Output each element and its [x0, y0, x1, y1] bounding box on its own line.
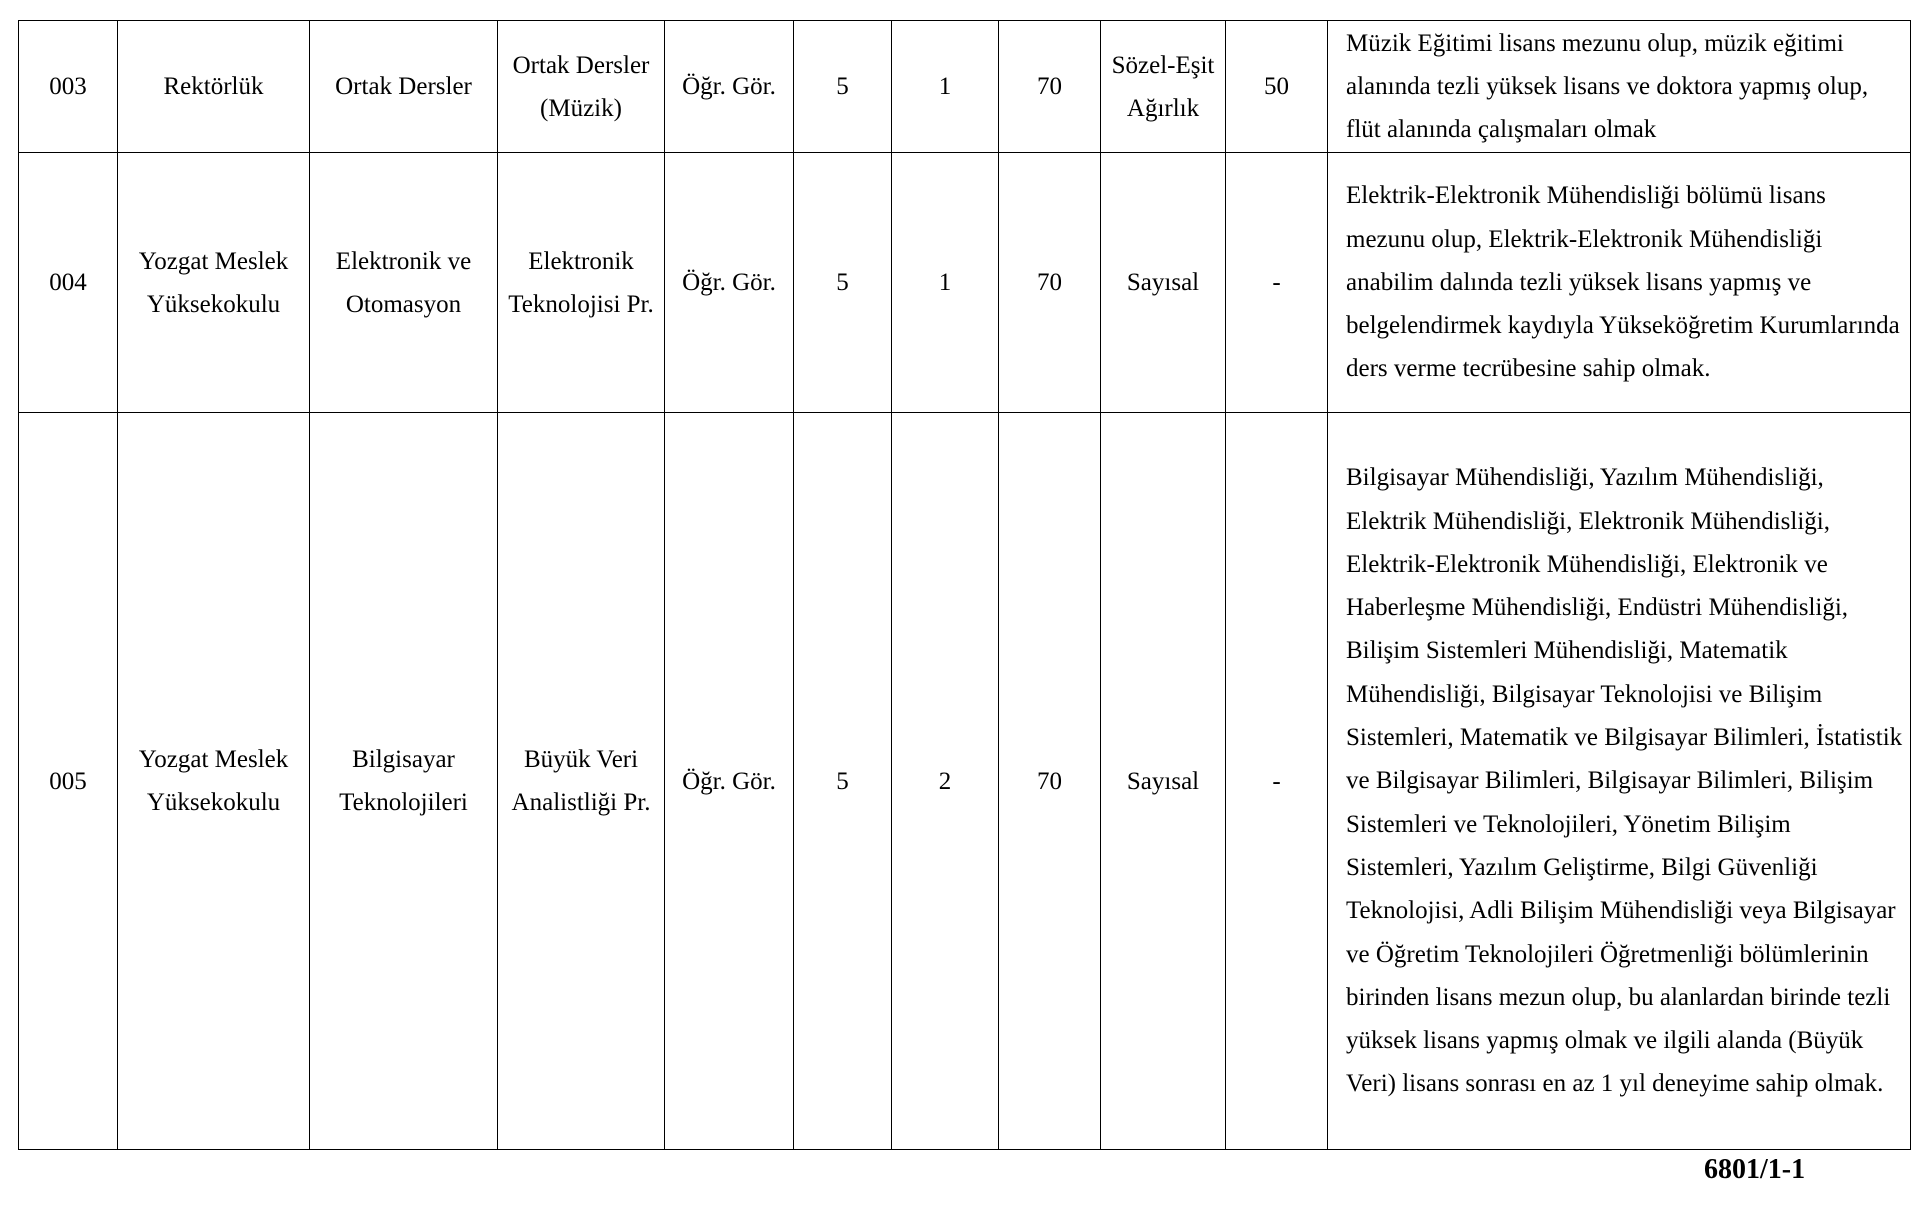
cell-title: Öğr. Gör.: [665, 21, 794, 153]
cell-unit: Rektörlük: [118, 21, 310, 153]
cell-foreign-lang: 50: [1226, 21, 1328, 153]
table-row: [19, 153, 1911, 413]
cell-requirements: Bilgisayar Mühendisliği, Yazılım Mühendisliği, Elektrik Mühendisliği, Elektronik Mühendisliği, Elektrik-Elektronik Mühendisliği, Elektronik ve Haberleşme Mühendisliği, Endüstri Mühendisliği, Bilişim Sistemleri Mühendisliği, Matematik Mühendisliği, Bilgisayar Teknolojisi ve Bilişim Sistemleri, Matematik ve Bilgisayar Bilimleri, İstatistik ve Bilgisayar Bilimleri, Bilgisayar Bilimleri, Bilişim Sistemleri ve Teknolojileri, Yönetim Bilişim Sistemleri, Yazılım Geliştirme, Bilgi Güvenliği Teknolojisi, Adli Bilişim Mühendisliği veya Bilgisayar ve Öğretim Teknolojileri Öğretmenliği bölümlerinin birinden lisans mezun olup, bu alanlardan birinde tezli yüksek lisans yapmış olmak ve ilgili alanda (Büyük Veri) lisans sonrası en az 1 yıl deneyime sahip olmak.: [1328, 413, 1911, 1150]
table-row: [19, 21, 1911, 153]
cell-ales-score: 70: [999, 21, 1101, 153]
cell-foreign-lang: -: [1226, 153, 1328, 413]
cell-ales-type: Sayısal: [1101, 153, 1226, 413]
cell-count: 2: [892, 413, 999, 1150]
cell-foreign-lang: -: [1226, 413, 1328, 1150]
cell-no: 005: [19, 413, 118, 1150]
cell-count: 1: [892, 21, 999, 153]
cell-ales-score: 70: [999, 153, 1101, 413]
cell-unit: Yozgat Meslek Yüksekokulu: [118, 153, 310, 413]
cell-ales-type: Sözel-Eşit Ağırlık: [1101, 21, 1226, 153]
cell-requirements: Müzik Eğitimi lisans mezunu olup, müzik eğitimi alanında tezli yüksek lisans ve doktora yapmış olup, flüt alanında çalışmaları olmak: [1328, 21, 1911, 153]
table-row: [19, 413, 1911, 1150]
cell-program: Ortak Dersler (Müzik): [498, 21, 665, 153]
cell-title: Öğr. Gör.: [665, 413, 794, 1150]
cell-program: Elektronik Teknolojisi Pr.: [498, 153, 665, 413]
cell-department: Bilgisayar Teknolojileri: [310, 413, 498, 1150]
cell-no: 004: [19, 153, 118, 413]
document-code: 6801/1-1: [1704, 1154, 1806, 1185]
cell-program: Büyük Veri Analistliği Pr.: [498, 413, 665, 1150]
cell-degree: 5: [794, 21, 892, 153]
cell-requirements: Elektrik-Elektronik Mühendisliği bölümü lisans mezunu olup, Elektrik-Elektronik Mühendisliği anabilim dalında tezli yüksek lisans yapmış ve belgelendirmek kaydıyla Yükseköğretim Kurumlarında ders verme tecrübesine sahip olmak.: [1328, 153, 1911, 413]
cell-department: Elektronik ve Otomasyon: [310, 153, 498, 413]
cell-ales-score: 70: [999, 413, 1101, 1150]
cell-ales-type: Sayısal: [1101, 413, 1226, 1150]
cell-count: 1: [892, 153, 999, 413]
cell-degree: 5: [794, 153, 892, 413]
cell-department: Ortak Dersler: [310, 21, 498, 153]
positions-table: [18, 20, 1911, 1150]
cell-degree: 5: [794, 413, 892, 1150]
cell-title: Öğr. Gör.: [665, 153, 794, 413]
cell-no: 003: [19, 21, 118, 153]
cell-unit: Yozgat Meslek Yüksekokulu: [118, 413, 310, 1150]
